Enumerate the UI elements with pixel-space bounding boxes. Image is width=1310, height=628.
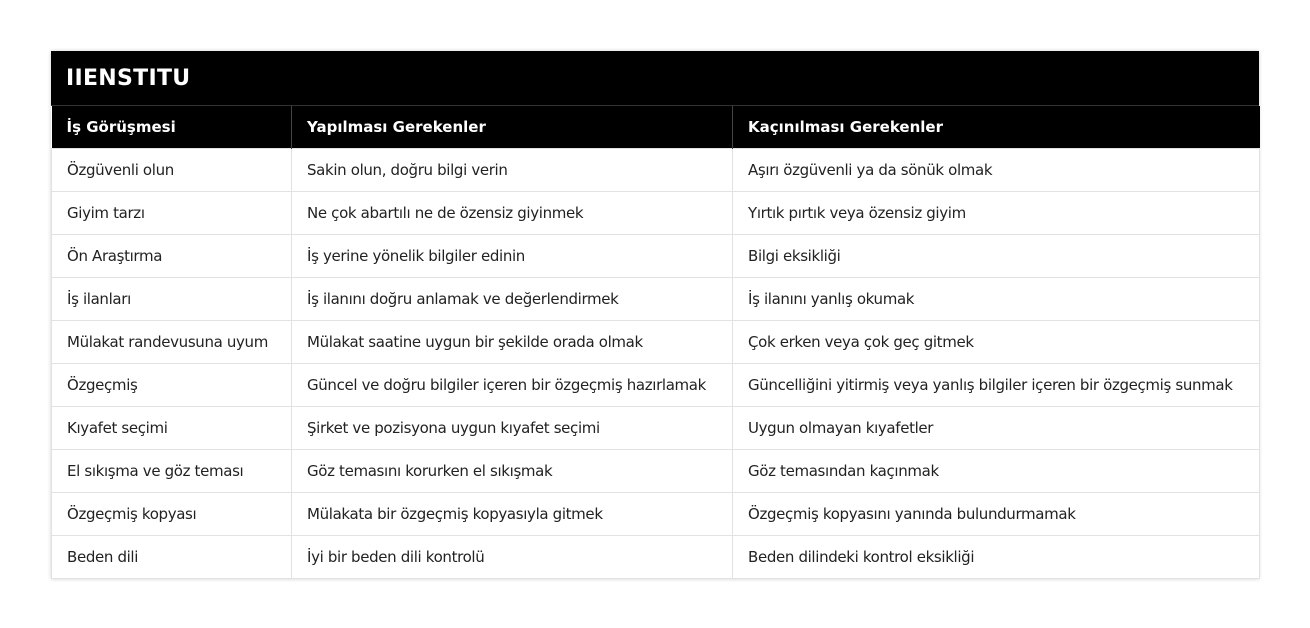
table-row: [52, 149, 1260, 192]
brand-title: IIENSTITU: [66, 65, 191, 91]
cell-interview-topic: Özgeçmiş: [52, 364, 292, 407]
table-row: [52, 235, 1260, 278]
cell-interview-topic: El sıkışma ve göz teması: [52, 450, 292, 493]
table-row: [52, 450, 1260, 493]
table-row: [52, 364, 1260, 407]
cell-interview-topic: Kıyafet seçimi: [52, 407, 292, 450]
column-header-donts: Kaçınılması Gerekenler: [733, 106, 1260, 149]
cell-donts: İş ilanını yanlış okumak: [733, 278, 1260, 321]
cell-interview-topic: Ön Araştırma: [52, 235, 292, 278]
column-header-interview: İş Görüşmesi: [52, 106, 292, 149]
cell-interview-topic: İş ilanları: [52, 278, 292, 321]
table-row: [52, 493, 1260, 536]
column-header-dos: Yapılması Gerekenler: [292, 106, 733, 149]
table-row: [52, 536, 1260, 579]
cell-donts: Beden dilindeki kontrol eksikliği: [733, 536, 1260, 579]
cell-dos: Mülakat saatine uygun bir şekilde orada olmak: [292, 321, 733, 364]
cell-donts: Bilgi eksikliği: [733, 235, 1260, 278]
cell-dos: İş yerine yönelik bilgiler edinin: [292, 235, 733, 278]
cell-dos: İyi bir beden dili kontrolü: [292, 536, 733, 579]
cell-dos: Göz temasını korurken el sıkışmak: [292, 450, 733, 493]
table-header-row: [52, 106, 1260, 149]
cell-donts: Çok erken veya çok geç gitmek: [733, 321, 1260, 364]
comparison-table-card: [51, 51, 1259, 579]
cell-donts: Yırtık pırtık veya özensiz giyim: [733, 192, 1260, 235]
table-row: [52, 407, 1260, 450]
brand-header: [51, 51, 1259, 106]
cell-dos: İş ilanını doğru anlamak ve değerlendirmek: [292, 278, 733, 321]
cell-donts: Özgeçmiş kopyasını yanında bulundurmamak: [733, 493, 1260, 536]
cell-interview-topic: Özgeçmiş kopyası: [52, 493, 292, 536]
table-row: [52, 192, 1260, 235]
cell-interview-topic: Giyim tarzı: [52, 192, 292, 235]
cell-donts: Göz temasından kaçınmak: [733, 450, 1260, 493]
cell-dos: Ne çok abartılı ne de özensiz giyinmek: [292, 192, 733, 235]
cell-interview-topic: Beden dili: [52, 536, 292, 579]
cell-donts: Güncelliğini yitirmiş veya yanlış bilgiler içeren bir özgeçmiş sunmak: [733, 364, 1260, 407]
cell-donts: Aşırı özgüvenli ya da sönük olmak: [733, 149, 1260, 192]
cell-donts: Uygun olmayan kıyafetler: [733, 407, 1260, 450]
cell-interview-topic: Özgüvenli olun: [52, 149, 292, 192]
table-row: [52, 278, 1260, 321]
cell-dos: Şirket ve pozisyona uygun kıyafet seçimi: [292, 407, 733, 450]
comparison-table: [51, 106, 1260, 579]
cell-dos: Sakin olun, doğru bilgi verin: [292, 149, 733, 192]
cell-interview-topic: Mülakat randevusuna uyum: [52, 321, 292, 364]
cell-dos: Güncel ve doğru bilgiler içeren bir özgeçmiş hazırlamak: [292, 364, 733, 407]
cell-dos: Mülakata bir özgeçmiş kopyasıyla gitmek: [292, 493, 733, 536]
table-row: [52, 321, 1260, 364]
